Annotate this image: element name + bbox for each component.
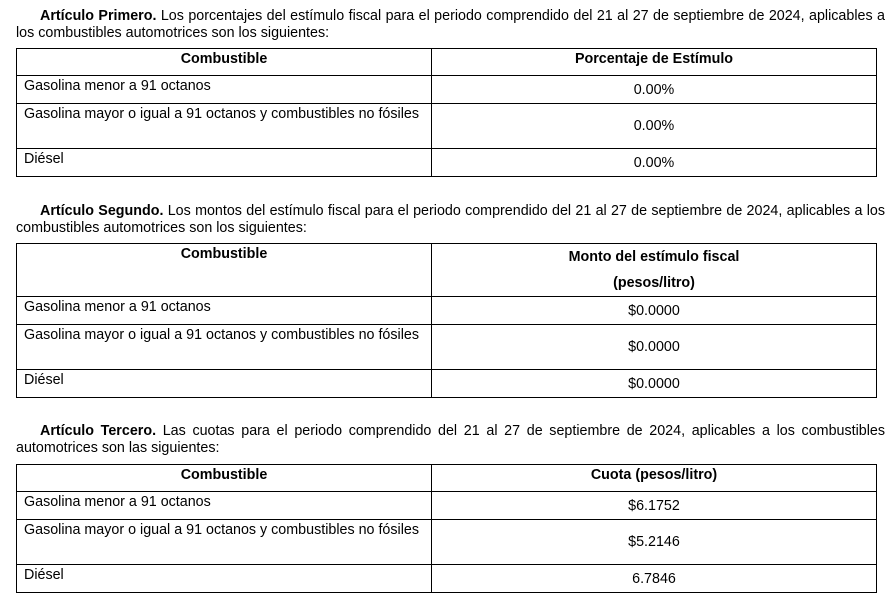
value-cell: 0.00% bbox=[432, 76, 877, 104]
column-header-monto-line1: Monto del estímulo fiscal bbox=[568, 249, 740, 265]
value-cell: 0.00% bbox=[432, 104, 877, 149]
column-header-monto-line2: (pesos/litro) bbox=[613, 275, 695, 291]
value-cell: $0.0000 bbox=[432, 297, 877, 325]
column-header-porcentaje: Porcentaje de Estímulo bbox=[432, 49, 877, 76]
value-cell: 0.00% bbox=[432, 149, 877, 177]
fuel-name-cell: Gasolina menor a 91 octanos bbox=[17, 76, 432, 104]
fuel-name-cell: Gasolina menor a 91 octanos bbox=[17, 492, 432, 520]
table-row bbox=[17, 325, 877, 370]
fuel-name-cell: Diésel bbox=[17, 149, 432, 177]
value-cell: $0.0000 bbox=[432, 325, 877, 370]
article-primero-text: Los porcentajes del estímulo fiscal para el periodo comprendido del 21 al 27 de septiembre de 2024, aplicables a los combustibles automotrices son los siguientes: bbox=[16, 8, 885, 41]
table-row bbox=[17, 76, 877, 104]
value-cell: $6.1752 bbox=[432, 492, 877, 520]
fuel-name-cell: Gasolina mayor o igual a 91 octanos y combustibles no fósiles bbox=[17, 104, 432, 149]
article-tercero-text: Las cuotas para el periodo comprendido del 21 al 27 de septiembre de 2024, aplicables a los combustibles automotrices son las siguientes: bbox=[16, 423, 885, 456]
quota-table bbox=[16, 464, 877, 593]
fuel-name-cell: Gasolina menor a 91 octanos bbox=[17, 297, 432, 325]
article-tercero-paragraph bbox=[16, 423, 885, 457]
table-row bbox=[17, 297, 877, 325]
fuel-name-cell: Diésel bbox=[17, 370, 432, 398]
article-segundo-text: Los montos del estímulo fiscal para el periodo comprendido del 21 al 27 de septiembre de 2024, aplicables a los combustibles automotrices son los siguientes: bbox=[16, 203, 886, 236]
article-tercero-heading: Artículo Tercero. bbox=[40, 423, 157, 439]
value-cell: 6.7846 bbox=[432, 565, 877, 593]
article-primero-heading: Artículo Primero. bbox=[40, 8, 157, 24]
value-cell: $0.0000 bbox=[432, 370, 877, 398]
article-primero-paragraph bbox=[16, 8, 885, 42]
column-header-monto bbox=[432, 244, 877, 297]
fuel-name-cell: Diésel bbox=[17, 565, 432, 593]
fuel-name-cell: Gasolina mayor o igual a 91 octanos y combustibles no fósiles bbox=[17, 520, 432, 565]
table-row bbox=[17, 492, 877, 520]
value-cell: $5.2146 bbox=[432, 520, 877, 565]
table-row bbox=[17, 370, 877, 398]
table-row bbox=[17, 149, 877, 177]
stimulus-amount-table bbox=[16, 243, 877, 398]
column-header-combustible: Combustible bbox=[17, 465, 432, 492]
column-header-combustible: Combustible bbox=[17, 244, 432, 297]
stimulus-percentage-table bbox=[16, 48, 877, 177]
article-segundo-heading: Artículo Segundo. bbox=[40, 203, 164, 219]
table-row bbox=[17, 565, 877, 593]
table-row bbox=[17, 520, 877, 565]
fuel-name-cell: Gasolina mayor o igual a 91 octanos y combustibles no fósiles bbox=[17, 325, 432, 370]
table-row bbox=[17, 104, 877, 149]
article-segundo-paragraph bbox=[16, 203, 885, 237]
column-header-cuota: Cuota (pesos/litro) bbox=[432, 465, 877, 492]
column-header-combustible: Combustible bbox=[17, 49, 432, 76]
